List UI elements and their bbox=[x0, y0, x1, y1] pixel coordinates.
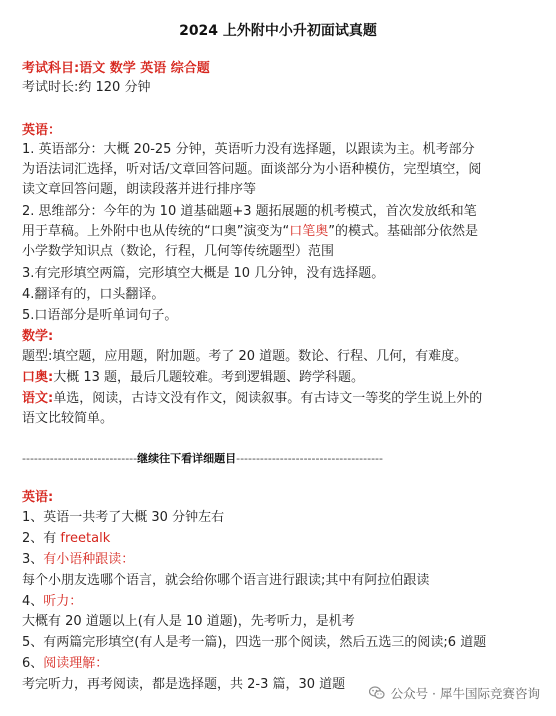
detail-header: 英语: bbox=[22, 490, 54, 505]
math-header: 数学: bbox=[22, 329, 54, 344]
detail-item bbox=[22, 593, 537, 611]
english-line: 为语法词汇选择，听对话/文章回答问题。面谈部分为小语种模仿，完型填空，阅 bbox=[22, 162, 482, 177]
yuwen-text: 单选，阅读，古诗文没有作文，阅读叙事。有古诗文一等奖的学生说上外的 bbox=[53, 391, 483, 406]
wechat-footer bbox=[369, 684, 540, 702]
footer-text: 公众号 · 犀牛国际竞赛咨询 bbox=[390, 686, 540, 701]
english-header: 英语： bbox=[22, 123, 62, 138]
detail-item: 每个小朋友选哪个语言，就会给你哪个语言进行跟读;其中有阿拉伯跟读 bbox=[22, 573, 430, 588]
reading-highlight: 阅读理解： bbox=[43, 656, 109, 671]
highlight-kou-bi-ao: 口笔奥 bbox=[289, 224, 329, 239]
divider-dashes: ----------------------------- bbox=[22, 452, 138, 465]
detail-item bbox=[22, 530, 537, 548]
english-line-part: ”的模式。基础部分依然是 bbox=[328, 224, 478, 239]
kouao-line bbox=[22, 369, 537, 387]
detail-item bbox=[22, 655, 537, 673]
detail-item-prefix: 6、 bbox=[22, 656, 44, 671]
english-line-part: 用于草稿。上外附中也从传统的“口奥”演变为“ bbox=[22, 224, 290, 239]
detail-item: 考完听力，再考阅读，都是选择题，共 2-3 篇，30 道题 bbox=[22, 677, 346, 692]
english-line: 4.翻译有的，口头翻译。 bbox=[22, 287, 165, 302]
english-line: 1. 英语部分：大概 20-25 分钟，英语听力没有选择题，以跟读为主。机考部分 bbox=[22, 142, 475, 157]
yuwen-line: 语文比较简单。 bbox=[22, 411, 114, 426]
english-line: 2. 思维部分：今年的为 10 道基础题+3 题拓展题的机考模式，首次发放纸和笔 bbox=[22, 204, 477, 219]
freetalk-highlight: freetalk bbox=[60, 531, 111, 546]
divider-text: 继续往下看详细题目 bbox=[137, 452, 237, 465]
section-divider bbox=[22, 450, 537, 466]
page-title: 2024 上外附中小升初面试真题 bbox=[179, 23, 377, 39]
detail-item bbox=[22, 551, 537, 569]
detail-item-prefix: 3、 bbox=[22, 552, 44, 567]
english-line: 读文章回答问题，朗读段落并进行排序等 bbox=[22, 182, 257, 197]
english-line: 3.有完形填空两篇，完形填空大概是 10 几分钟，没有选择题。 bbox=[22, 266, 385, 281]
yuwen-label: 语文: bbox=[22, 391, 54, 406]
detail-item: 5、有两篇完形填空(有人是考一篇)，四选一那个阅读，然后五选三的阅读;6 道题 bbox=[22, 635, 487, 650]
detail-item-prefix: 4、 bbox=[22, 594, 44, 609]
detail-item: 1、英语一共考了大概 30 分钟左右 bbox=[22, 510, 225, 525]
divider-dashes: ------------------------------------- bbox=[236, 452, 383, 465]
exam-duration: 考试时长:约 120 分钟 bbox=[22, 80, 151, 95]
english-line: 5.口语部分是听单词句子。 bbox=[22, 308, 178, 323]
listening-highlight: 听力： bbox=[43, 594, 83, 609]
math-line: 题型:填空题，应用题，附加题。考了 20 道题。数论、行程、几何，有难度。 bbox=[22, 349, 468, 364]
exam-subjects: 考试科目:语文 数学 英语 综合题 bbox=[22, 61, 210, 76]
english-line bbox=[22, 223, 537, 241]
detail-item-prefix: 2、有 bbox=[22, 531, 61, 546]
kouao-label: 口奥: bbox=[22, 370, 54, 385]
kouao-text: 大概 13 题，最后几题较难。考到逻辑题、跨学科题。 bbox=[53, 370, 365, 385]
detail-item: 大概有 20 道题以上(有人是 10 道题)，先考听力，是机考 bbox=[22, 614, 355, 629]
minor-language-highlight: 有小语种跟读： bbox=[43, 552, 135, 567]
english-line: 小学数学知识点（数论，行程，几何等传统题型）范围 bbox=[22, 244, 335, 259]
yuwen-line bbox=[22, 390, 537, 408]
wechat-icon bbox=[369, 686, 385, 700]
